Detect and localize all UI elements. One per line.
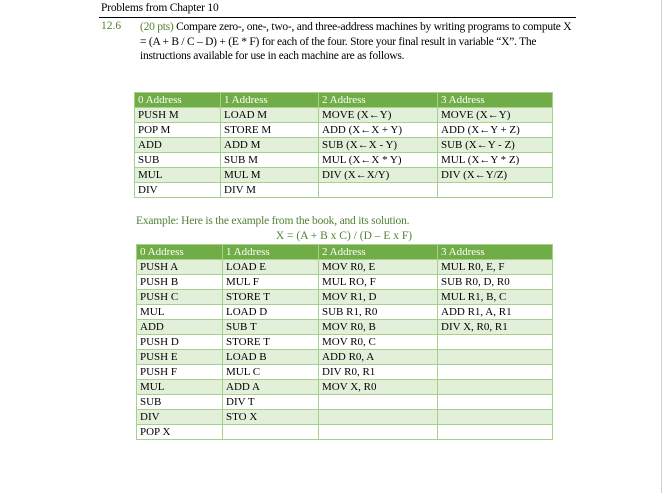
table-cell xyxy=(438,183,553,198)
table-cell: MOV R0, C xyxy=(319,335,438,350)
table-cell: MOVE (X←Y) xyxy=(319,108,438,123)
table-cell: PUSH F xyxy=(137,365,223,380)
table-row xyxy=(135,108,553,123)
table-cell: SUB M xyxy=(221,153,319,168)
table-cell: MUL xyxy=(137,380,223,395)
table-cell: MUL C xyxy=(223,365,319,380)
table-cell: SUB R0, D, R0 xyxy=(438,275,553,290)
table-cell: LOAD D xyxy=(223,305,319,320)
table-cell: PUSH C xyxy=(137,290,223,305)
table-cell: MUL R0, E, F xyxy=(438,260,553,275)
problem-points: (20 pts) xyxy=(140,21,174,33)
table-cell: ADD xyxy=(137,320,223,335)
table-row xyxy=(135,183,553,198)
table-row xyxy=(137,260,553,275)
table-cell xyxy=(438,350,553,365)
table-cell: DIV (X←Y/Z) xyxy=(438,168,553,183)
table-row xyxy=(135,153,553,168)
table-cell: ADD M xyxy=(221,138,319,153)
table-cell: MUL xyxy=(137,305,223,320)
table-cell xyxy=(438,380,553,395)
table-cell: SUB T xyxy=(223,320,319,335)
table-cell xyxy=(319,183,438,198)
table-cell: PUSH D xyxy=(137,335,223,350)
column-header: 0 Address xyxy=(135,93,221,108)
table-cell: LOAD E xyxy=(223,260,319,275)
table-cell xyxy=(438,335,553,350)
table-cell: MOVE (X←Y) xyxy=(438,108,553,123)
table-cell: MUL xyxy=(135,168,221,183)
table-cell xyxy=(438,365,553,380)
table-cell: MUL RO, F xyxy=(319,275,438,290)
table-cell: MOV R0, B xyxy=(319,320,438,335)
table-cell: SUB xyxy=(137,395,223,410)
table-cell: DIV xyxy=(135,183,221,198)
table-cell: MUL F xyxy=(223,275,319,290)
table-cell: DIV (X←X/Y) xyxy=(319,168,438,183)
table-cell: PUSH A xyxy=(137,260,223,275)
table-cell: MUL (X←Y * Z) xyxy=(438,153,553,168)
table-cell: SUB (X←X - Y) xyxy=(319,138,438,153)
table-row xyxy=(137,335,553,350)
table-cell: SUB xyxy=(135,153,221,168)
table-row xyxy=(137,275,553,290)
table-cell: ADD A xyxy=(223,380,319,395)
table-cell: SUB (X←Y - Z) xyxy=(438,138,553,153)
table-row xyxy=(137,410,553,425)
table-cell: DIV M xyxy=(221,183,319,198)
column-header: 2 Address xyxy=(319,93,438,108)
table-row xyxy=(137,290,553,305)
column-header: 2 Address xyxy=(319,245,438,260)
table-header-row xyxy=(135,93,553,108)
table-header-row xyxy=(137,245,553,260)
table-cell: PUSH E xyxy=(137,350,223,365)
table-cell xyxy=(438,425,553,440)
table-row xyxy=(135,168,553,183)
table-cell: MUL R1, B, C xyxy=(438,290,553,305)
table-cell xyxy=(319,410,438,425)
table-cell: PUSH B xyxy=(137,275,223,290)
header-rule xyxy=(99,17,576,18)
table-row xyxy=(137,320,553,335)
example-solution-table xyxy=(136,244,553,440)
column-header: 1 Address xyxy=(221,93,319,108)
column-header: 0 Address xyxy=(137,245,223,260)
example-caption: Example: Here is the example from the book, and its solution. xyxy=(136,215,410,227)
chapter-title: Problems from Chapter 10 xyxy=(101,2,219,14)
instructions-table xyxy=(134,92,553,198)
table-cell xyxy=(438,410,553,425)
table-cell: MUL M xyxy=(221,168,319,183)
table-cell: PUSH M xyxy=(135,108,221,123)
table-cell: MOV X, R0 xyxy=(319,380,438,395)
table-cell: MOV R0, E xyxy=(319,260,438,275)
column-header: 3 Address xyxy=(438,245,553,260)
table-row xyxy=(137,350,553,365)
column-header: 1 Address xyxy=(223,245,319,260)
example-formula: X = (A + B x C) / (D – E x F) xyxy=(275,230,413,242)
table-cell: POP X xyxy=(137,425,223,440)
problem-statement xyxy=(140,20,580,64)
table-row xyxy=(137,365,553,380)
table-cell: STORE T xyxy=(223,290,319,305)
problem-text: Compare zero-, one-, two-, and three-address machines by writing programs to compute X = (A + B / C – D) + (E * F) for each of the four. Store your final result in variable “X”. The instructions available for use in each machine are as follows. xyxy=(140,21,572,63)
table-cell: SUB R1, R0 xyxy=(319,305,438,320)
table-cell xyxy=(319,395,438,410)
table-cell: DIV T xyxy=(223,395,319,410)
table-cell: LOAD B xyxy=(223,350,319,365)
table-cell: ADD xyxy=(135,138,221,153)
table-cell: POP M xyxy=(135,123,221,138)
table-cell: DIV R0, R1 xyxy=(319,365,438,380)
table-row xyxy=(137,380,553,395)
table-cell: DIV X, R0, R1 xyxy=(438,320,553,335)
table-cell xyxy=(319,425,438,440)
table-cell: LOAD M xyxy=(221,108,319,123)
table-row xyxy=(137,425,553,440)
column-header: 3 Address xyxy=(438,93,553,108)
table-cell: MUL (X←X * Y) xyxy=(319,153,438,168)
table-cell: DIV xyxy=(137,410,223,425)
table-cell: MOV R1, D xyxy=(319,290,438,305)
table-cell: STORE M xyxy=(221,123,319,138)
table-cell: ADD (X←Y + Z) xyxy=(438,123,553,138)
table-cell: ADD (X←X + Y) xyxy=(319,123,438,138)
table-row xyxy=(137,395,553,410)
table-row xyxy=(135,123,553,138)
problem-number: 12.6 xyxy=(101,20,122,32)
table-cell: STO X xyxy=(223,410,319,425)
table-cell xyxy=(438,395,553,410)
table-row xyxy=(135,138,553,153)
table-cell: ADD R1, A, R1 xyxy=(438,305,553,320)
table-cell: ADD R0, A xyxy=(319,350,438,365)
table-cell: STORE T xyxy=(223,335,319,350)
table-row xyxy=(137,305,553,320)
table-cell xyxy=(223,425,319,440)
